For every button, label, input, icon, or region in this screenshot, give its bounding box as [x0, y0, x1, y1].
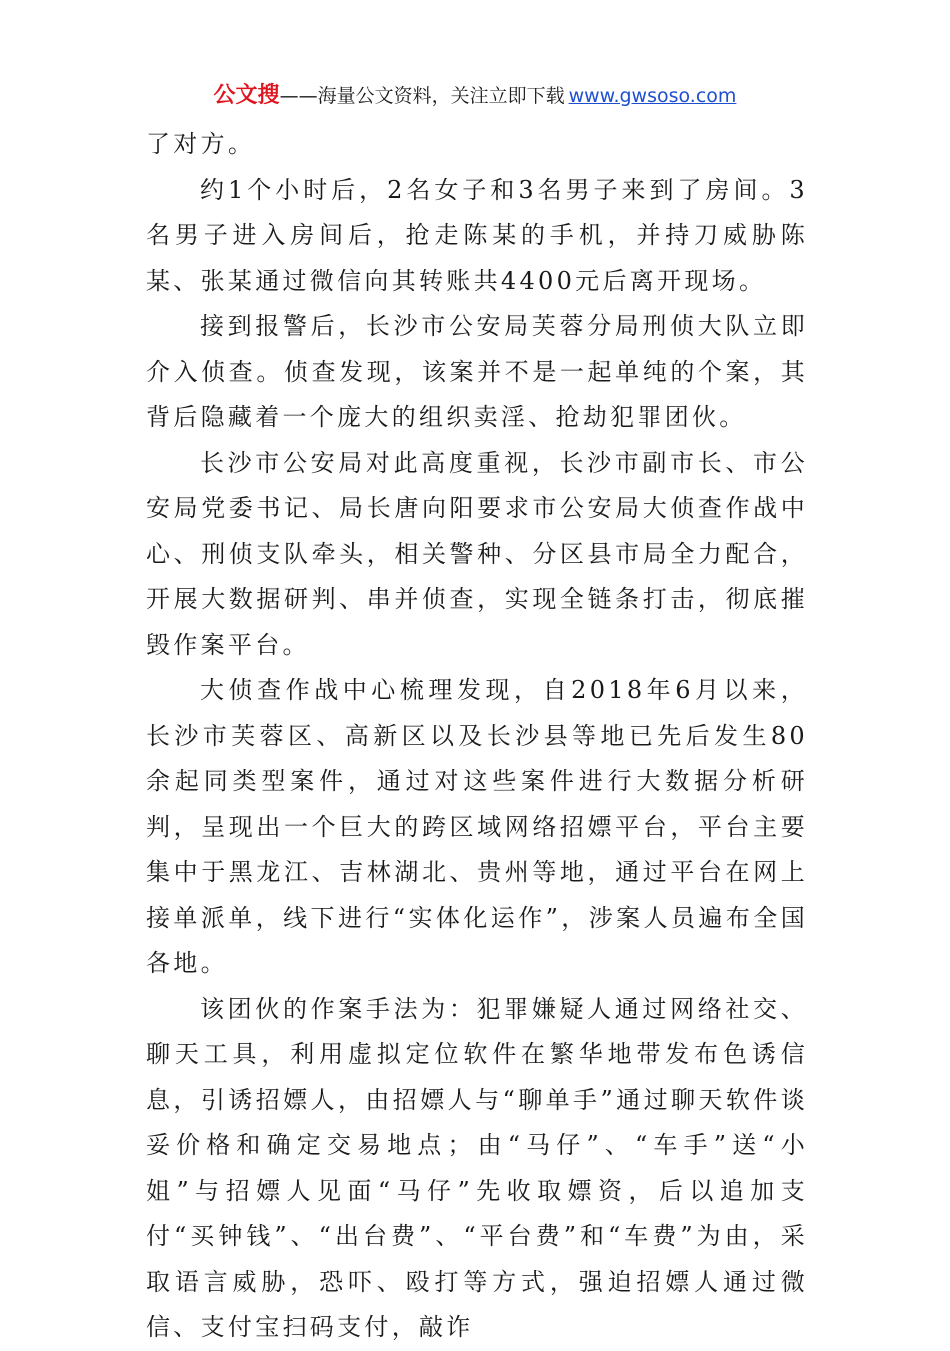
paragraph: 该团伙的作案手法为：犯罪嫌疑人通过网络社交、聊天工具，利用虚拟定位软件在繁华地带发布色诱信息，引诱招嫖人，由招嫖人与“聊单手”通过聊天软件谈妥价格和确定交易地点；由“马仔”、“车手”送“小姐”与招嫖人见面“马仔”先收取嫖资，后以追加支付“买钟钱”、“出台费”、“平台费”和“车费”为由，采取语言威胁，恐吓、殴打等方式，强迫招嫖人通过微信、支付宝扫码支付，敲诈 [146, 994, 808, 1341]
page-header [0, 82, 950, 110]
paragraph-continuation: 了对方。 [146, 130, 256, 158]
site-link[interactable]: www.gwsoso.com [568, 85, 737, 107]
paragraph: 约1个小时后，2名女子和3名男子来到了房间。3名男子进入房间后，抢走陈某的手机，并持刀威胁陈某、张某通过微信向其转账共4400元后离开现场。 [146, 175, 808, 295]
brand-name: 公文搜 [213, 83, 280, 108]
document-body [146, 122, 808, 1351]
header-tagline: ——海量公文资料，关注立即下载 [279, 85, 565, 107]
paragraph: 大侦查作战中心梳理发现，自2018年6月以来，长沙市芙蓉区、高新区以及长沙县等地已先后发生80余起同类型案件，通过对这些案件进行大数据分析研判，呈现出一个巨大的跨区域网络招嫖平台，平台主要集中于黑龙江、吉林湖北、贵州等地，通过平台在网上接单派单，线下进行“实体化运作”，涉案人员遍布全国各地。 [146, 676, 808, 977]
paragraph: 长沙市公安局对此高度重视，长沙市副市长、市公安局党委书记、局长唐向阳要求市公安局大侦查作战中心、刑侦支队牵头，相关警种、分区县市局全力配合，开展大数据研判、串并侦查，实现全链条打击，彻底摧毁作案平台。 [146, 448, 808, 659]
paragraph: 接到报警后，长沙市公安局芙蓉分局刑侦大队立即介入侦查。侦查发现，该案并不是一起单纯的个案，其背后隐藏着一个庞大的组织卖淫、抢劫犯罪团伙。 [146, 312, 808, 431]
